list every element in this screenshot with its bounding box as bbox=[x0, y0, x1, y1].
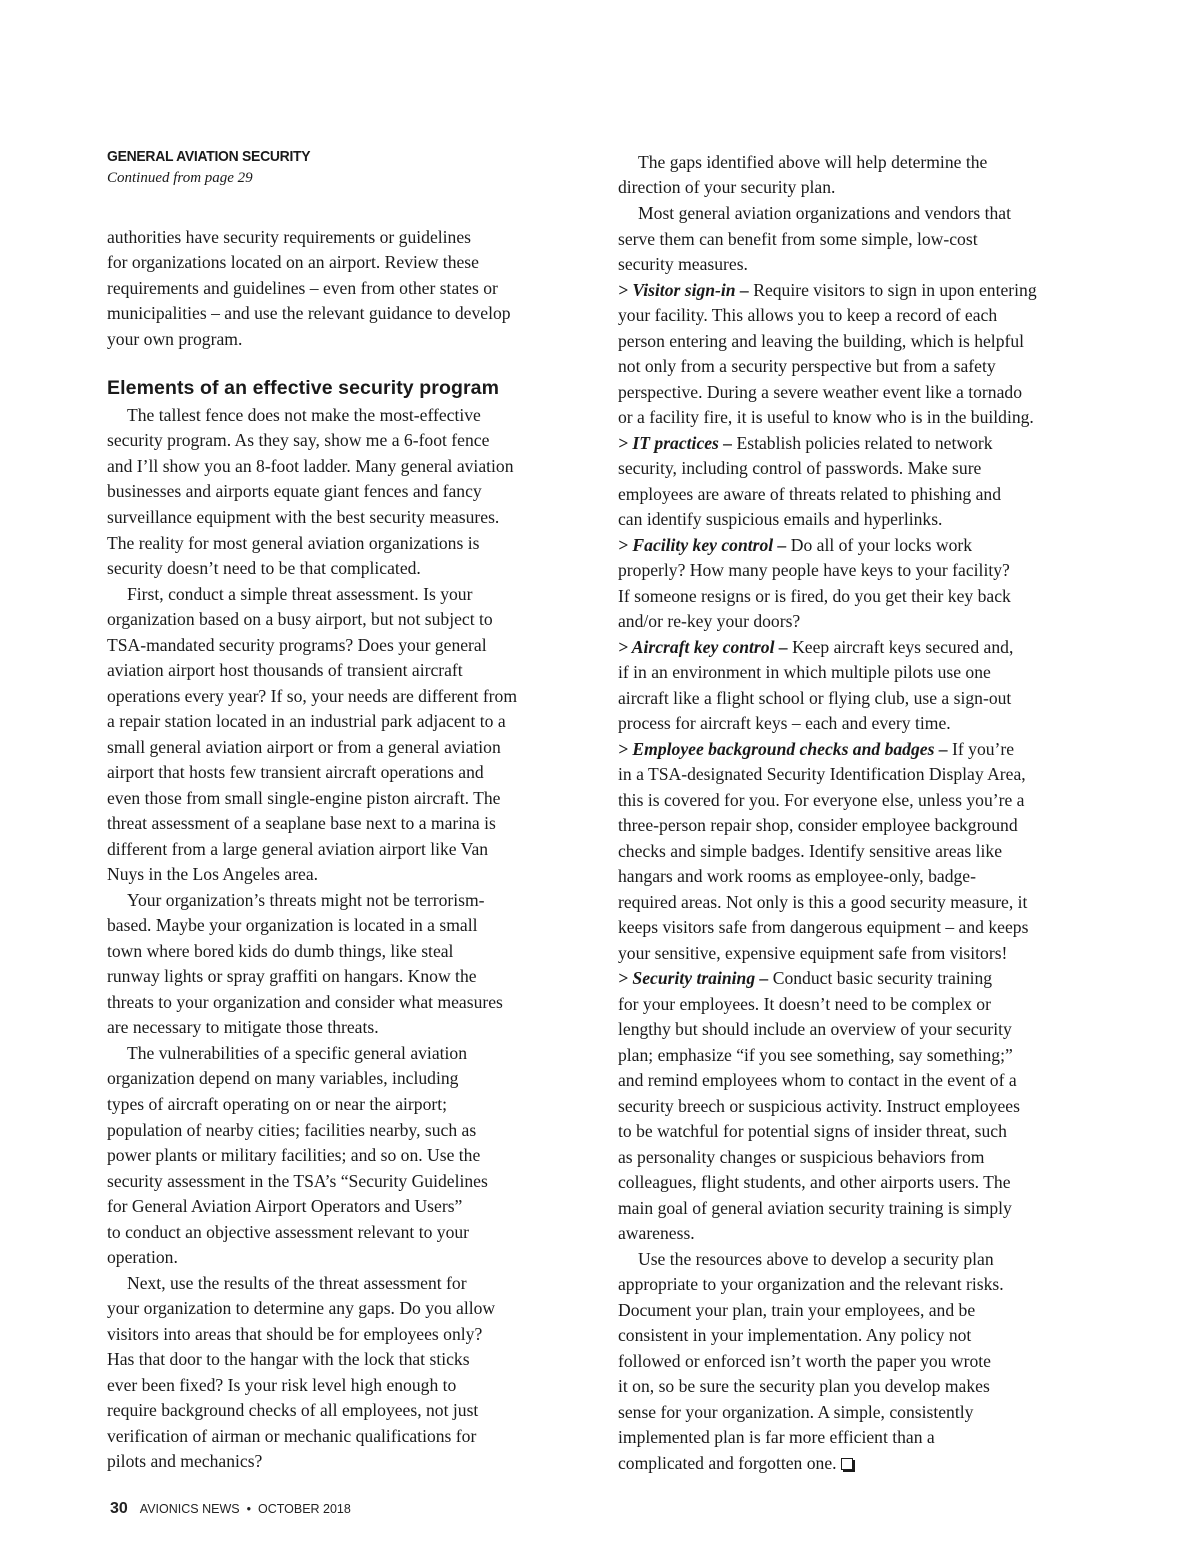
text-line bbox=[618, 636, 1013, 658]
text-line: visitors into areas that should be for employees only? bbox=[107, 1324, 483, 1344]
text-line: your organization to determine any gaps. Do you allow bbox=[107, 1298, 496, 1318]
text-line: if in an environment in which multiple pilots use one bbox=[618, 662, 991, 682]
text-line: town where bored kids do dumb things, like steal bbox=[107, 941, 454, 961]
text-line: organization based on a busy airport, but not subject to bbox=[107, 609, 493, 629]
text-line: colleagues, flight students, and other airports users. The bbox=[618, 1172, 1011, 1192]
text-line: If someone resigns or is fired, do you get their key back bbox=[618, 586, 1011, 606]
continued-note: Continued from page 29 bbox=[107, 170, 253, 186]
text-line: airport that hosts few transient aircraft operations and bbox=[107, 762, 484, 782]
bullet-label-security-training: > Security training – bbox=[618, 968, 769, 988]
text-line: Nuys in the Los Angeles area. bbox=[107, 864, 319, 884]
text-line: aircraft like a flight school or flying club, use a sign-out bbox=[618, 688, 1012, 708]
text-line: not only from a security perspective but from a safety bbox=[618, 356, 996, 376]
text-line: for General Aviation Airport Operators and Users” bbox=[107, 1196, 463, 1216]
bullet-label-visitor-sign-in: > Visitor sign-in – bbox=[618, 280, 749, 300]
text-line: appropriate to your organization and the relevant risks. bbox=[618, 1274, 1004, 1294]
text-line: this is covered for you. For everyone else, unless you’re a bbox=[618, 790, 1025, 810]
text-line: in a TSA-designated Security Identification Display Area, bbox=[618, 764, 1026, 784]
text-line: your own program. bbox=[107, 329, 243, 349]
text-line: a repair station located in an industrial park adjacent to a bbox=[107, 711, 506, 731]
bullet-text: If you’re bbox=[952, 739, 1015, 759]
text-line: population of nearby cities; facilities nearby, such as bbox=[107, 1120, 477, 1140]
text-line: hangars and work rooms as employee-only, badge- bbox=[618, 866, 976, 886]
text-line: organization depend on many variables, including bbox=[107, 1068, 459, 1088]
text-line: lengthy but should include an overview of your security bbox=[618, 1019, 1012, 1039]
text-line: and/or re-key your doors? bbox=[618, 611, 801, 631]
text-line: employees are aware of threats related to phishing and bbox=[618, 484, 1001, 504]
text-line: to conduct an objective assessment relevant to your bbox=[107, 1222, 470, 1242]
text-line bbox=[618, 1452, 853, 1474]
text-line: Most general aviation organizations and vendors that bbox=[638, 203, 1011, 223]
text-line: Has that door to the hangar with the lock that sticks bbox=[107, 1349, 470, 1369]
text-line bbox=[618, 279, 1037, 301]
text-line: operation. bbox=[107, 1247, 178, 1267]
text-line: your facility. This allows you to keep a record of each bbox=[618, 305, 998, 325]
text-line: serve them can benefit from some simple, low-cost bbox=[618, 229, 978, 249]
text-line: plan; emphasize “if you see something, say something;” bbox=[618, 1045, 1013, 1065]
text-line: consistent in your implementation. Any policy not bbox=[618, 1325, 972, 1345]
text-line: person entering and leaving the building, which is helpful bbox=[618, 331, 1025, 351]
text-line: implemented plan is far more efficient than a bbox=[618, 1427, 935, 1447]
publication-name: AVIONICS NEWS bbox=[139, 1502, 240, 1516]
text-line: security program. As they say, show me a 6-foot fence bbox=[107, 430, 490, 450]
text-line: surveillance equipment with the best security measures. bbox=[107, 507, 500, 527]
text-line: The vulnerabilities of a specific general aviation bbox=[127, 1043, 468, 1063]
text-line: sense for your organization. A simple, consistently bbox=[618, 1402, 974, 1422]
text-line: small general aviation airport or from a general aviation bbox=[107, 737, 501, 757]
text-line: ever been fixed? Is your risk level high enough to bbox=[107, 1375, 457, 1395]
text-line: based. Maybe your organization is located in a small bbox=[107, 915, 478, 935]
text-line: even those from small single-engine piston aircraft. The bbox=[107, 788, 501, 808]
text-line: required areas. Not only is this a good security measure, it bbox=[618, 892, 1028, 912]
footer-separator: • bbox=[246, 1502, 251, 1516]
text-line: direction of your security plan. bbox=[618, 177, 836, 197]
closing-text: complicated and forgotten one. bbox=[618, 1453, 837, 1473]
page-footer bbox=[110, 1500, 351, 1518]
text-line: security assessment in the TSA’s “Security Guidelines bbox=[107, 1171, 488, 1191]
issue-date: OCTOBER 2018 bbox=[257, 1502, 351, 1516]
text-line: or a facility fire, it is useful to know who is in the building. bbox=[618, 407, 1034, 427]
bullet-text: Establish policies related to network bbox=[736, 433, 993, 453]
bullet-label-it-practices: > IT practices – bbox=[618, 433, 733, 453]
text-line: keeps visitors safe from dangerous equipment – and keeps bbox=[618, 917, 1029, 937]
text-line: The tallest fence does not make the most-effective bbox=[127, 405, 481, 425]
text-line: checks and simple badges. Identify sensitive areas like bbox=[618, 841, 1003, 861]
text-line: awareness. bbox=[618, 1223, 695, 1243]
text-line: as personality changes or suspicious behaviors from bbox=[618, 1147, 985, 1167]
text-line: to be watchful for potential signs of insider threat, such bbox=[618, 1121, 1007, 1141]
text-line: types of aircraft operating on or near the airport; bbox=[107, 1094, 448, 1114]
text-line: main goal of general aviation security training is simply bbox=[618, 1198, 1012, 1218]
text-line: runway lights or spray graffiti on hangars. Know the bbox=[107, 966, 477, 986]
text-line: power plants or military facilities; and so on. Use the bbox=[107, 1145, 481, 1165]
page-number: 30 bbox=[110, 1500, 128, 1517]
text-line: different from a large general aviation airport like Van bbox=[107, 839, 489, 859]
text-line: are necessary to mitigate those threats. bbox=[107, 1017, 379, 1037]
text-line: TSA-mandated security programs? Does your general bbox=[107, 635, 487, 655]
text-line: authorities have security requirements or guidelines bbox=[107, 227, 471, 247]
text-line: security, including control of passwords. Make sure bbox=[618, 458, 982, 478]
text-line: Document your plan, train your employees, and be bbox=[618, 1300, 976, 1320]
text-line: operations every year? If so, your needs are different from bbox=[107, 686, 518, 706]
bullet-label-background-checks: > Employee background checks and badges – bbox=[618, 739, 948, 759]
text-line: require background checks of all employees, not just bbox=[107, 1400, 479, 1420]
bullet-label-aircraft-key-control: > Aircraft key control – bbox=[618, 637, 788, 657]
text-line: Next, use the results of the threat assessment for bbox=[127, 1273, 467, 1293]
text-line: for organizations located on an airport. Review these bbox=[107, 252, 479, 272]
text-line: verification of airman or mechanic qualifications for bbox=[107, 1426, 477, 1446]
bullet-text: Do all of your locks work bbox=[790, 535, 973, 555]
text-line: aviation airport host thousands of transient aircraft bbox=[107, 660, 463, 680]
text-line bbox=[618, 432, 993, 454]
text-line: The reality for most general aviation organizations is bbox=[107, 533, 480, 553]
section-kicker: GENERAL AVIATION SECURITY bbox=[107, 148, 311, 165]
text-line: requirements and guidelines – even from other states or bbox=[107, 278, 498, 298]
text-line: can identify suspicious emails and hyperlinks. bbox=[618, 509, 943, 529]
end-of-article-icon bbox=[841, 1458, 853, 1470]
text-line: security measures. bbox=[618, 254, 748, 274]
text-line: process for aircraft keys – each and every time. bbox=[618, 713, 951, 733]
text-line: for your employees. It doesn’t need to be complex or bbox=[618, 994, 991, 1014]
bullet-text: Keep aircraft keys secured and, bbox=[792, 637, 1014, 657]
text-line: Use the resources above to develop a security plan bbox=[638, 1249, 994, 1269]
text-line: businesses and airports equate giant fences and fancy bbox=[107, 481, 482, 501]
bullet-text: Conduct basic security training bbox=[772, 968, 993, 988]
text-line: threat assessment of a seaplane base next to a marina is bbox=[107, 813, 496, 833]
text-line: followed or enforced isn’t worth the paper you wrote bbox=[618, 1351, 991, 1371]
bullet-text: Require visitors to sign in upon entering bbox=[753, 280, 1037, 300]
text-line: your sensitive, expensive equipment safe from visitors! bbox=[618, 943, 1008, 963]
text-line bbox=[618, 738, 1014, 760]
text-line: municipalities – and use the relevant guidance to develop bbox=[107, 303, 511, 323]
text-line: three-person repair shop, consider employee background bbox=[618, 815, 1018, 835]
text-line: security doesn’t need to be that complicated. bbox=[107, 558, 421, 578]
text-line: pilots and mechanics? bbox=[107, 1451, 263, 1471]
bullet-label-facility-key-control: > Facility key control – bbox=[618, 535, 787, 555]
text-line: it on, so be sure the security plan you develop makes bbox=[618, 1376, 990, 1396]
text-line: The gaps identified above will help determine the bbox=[638, 152, 988, 172]
text-line: and I’ll show you an 8-foot ladder. Many general aviation bbox=[107, 456, 514, 476]
text-line: security breech or suspicious activity. Instruct employees bbox=[618, 1096, 1020, 1116]
text-line bbox=[618, 967, 992, 989]
text-line: and remind employees whom to contact in the event of a bbox=[618, 1070, 1017, 1090]
text-line: Your organization’s threats might not be terrorism- bbox=[127, 890, 485, 910]
text-line: threats to your organization and consider what measures bbox=[107, 992, 503, 1012]
text-line bbox=[618, 534, 972, 556]
text-line: properly? How many people have keys to your facility? bbox=[618, 560, 1010, 580]
text-line: perspective. During a severe weather event like a tornado bbox=[618, 382, 1022, 402]
section-heading: Elements of an effective security program bbox=[107, 377, 500, 399]
text-line: First, conduct a simple threat assessment. Is your bbox=[127, 584, 473, 604]
